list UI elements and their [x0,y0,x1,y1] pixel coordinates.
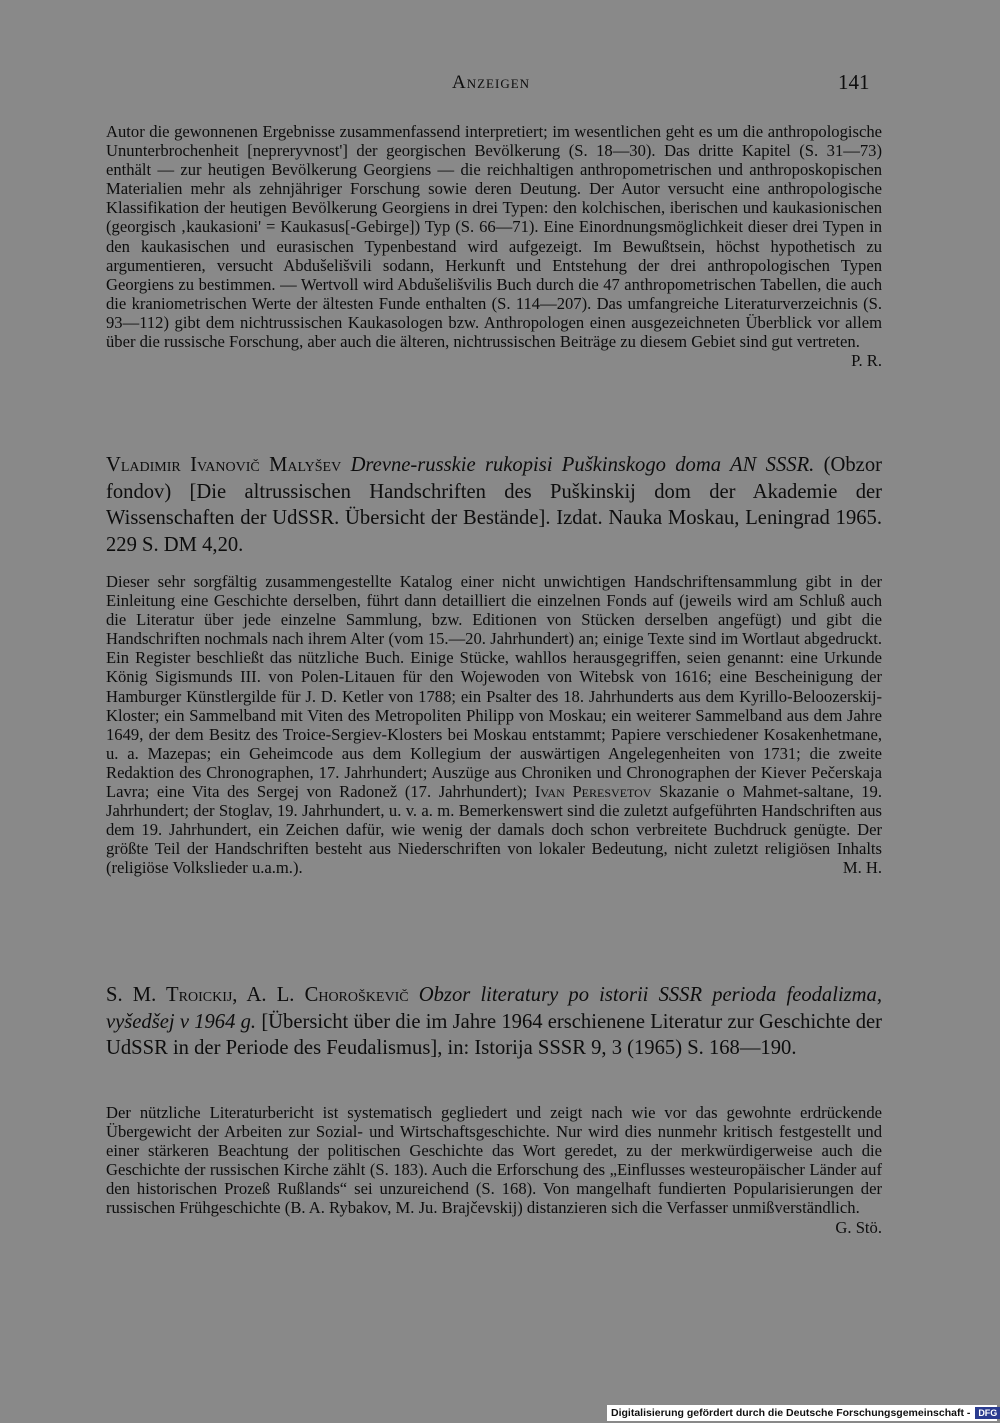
review-signature: G. Stö. [835,1217,882,1237]
review-text: Der nützliche Literaturbericht ist systematisch gegliedert und zeigt nach wie vor das gewohnte erdrückende Übergewicht der Arbeiten zur Sozial- und Wirtschaftsgeschichte. Nur wird dies nunmehr kritisch festgestellt und einer stärkeren Beachtung der politischen Geschichte das Wort geredet, zu der merkwürdigerweise auch die Geschichte der russischen Kirche zählt (S. 183). Auch die Erforschung des „Einflusses westeuropäischer Länder auf den historischen Prozeß Rußlands“ sei unzureichend (S. 168). Von mangelhaft fundierten Popularisierungen der russischen Frühgeschichte (B. A. Rybakov, M. Ju. Brajčevskij) distanzieren sich die Verfasser unmißverständlich. [106,1103,882,1218]
review-signature: P. R. [851,351,882,371]
continuation-paragraph [106,122,882,370]
page-number: 141 [838,70,870,94]
review-heading-2 [106,982,882,1062]
running-header [0,66,1000,96]
review-text-part: Dieser sehr sorgfältig zusammengestellte Katalog einer nicht unwichtigen Handschriftensammlung gibt in der Einleitung eine Geschichte derselben, führt dann detailliert die einzelnen Fonds auf (jeweils wird am Schluß auch die Literatur über jede einzelne Sammlung, bzw. Editionen von Stücken derselben angefügt) und gibt die Handschriften nochmals nach ihrem Alter (vom 15.—20. Jahrhundert) an; einige Texte sind im Wortlaut abgedruckt. Ein Register beschließt das nützliche Buch. Einige Stücke, wahllos herausgegriffen, seien genannt: eine Urkunde König Sigismunds III. von Polen-Litauen für den Wojewoden von Witebsk von 1616; eine Bescheinigung der Hamburger Künstlergilde für J. D. Ketler von 1788; ein Psalter des 18. Jahrhunderts aus dem Kyrillo-Beloozerskij-Kloster; ein Sammelband mit Viten des Metropoliten Philipp von Moskau; ein weiterer Sammelband aus dem Jahre 1649, der dem Besitz des Troice-Sergiev-Klosters bei Moskau entstammt; Papiere verschiedener Kosakenhetmane, u. a. Mazepas; ein Geheimcode aus dem Kollegium der auswärtigen Angelegenheiten von 1731; die zweite Redaktion des Chronographen, 17. Jahrhundert; Auszüge aus Chroniken und Chronographen der Kiever Pečerskaja Lavra; eine Vita des Sergej von Radonež (17. Jahrhundert); [106,572,882,802]
review-signature: M. H. [842,858,882,878]
dfg-logo: DFG [975,1407,1000,1419]
review-text-author: Ivan Peresvetov [534,782,652,802]
review-title: Drevne-russkie rukopisi Puškinskogo doma AN SSSR. [350,454,815,476]
review-bibliographic-details: (Obzor fondov) [Die altrussischen Handschriften des Puškinskij dom der Akademie der Wissenschaften der UdSSR. Übersicht der Bestände]. Izdat. Nauka Moskau, Leningrad 1965. 229 S. DM 4,20. [106,454,882,556]
running-title: Anzeigen [452,72,531,93]
review-text-part: Skazanie o Mahmet-saltane, 19. Jahrhundert; der Stoglav, 19. Jahrhundert, u. v. a. m. Bemerkenswert sind die zuletzt aufgeführten Handschriften aus dem 19. Jahrhundert, ein Zeichen dafür, wie wenig der damals doch schon verbreitete Buchdruck genügte. Der größte Teil der Handschriften besteht aus Niederschriften von lokaler Bedeutung, nicht zuletzt religiösen Inhalts (religiöse Volkslieder u.a.m.). [106,782,882,878]
review-body-2 [106,1103,882,1237]
footer-text: Digitalisierung gefördert durch die Deutsche Forschungsgemeinschaft - [611,1407,971,1419]
review-author: S. M. Troickij, A. L. Choroškevič [106,984,409,1006]
review-body-1 [106,572,882,878]
digitization-footer [607,1405,997,1421]
review-title: Obzor literatury po istorii SSSR perioda feodalizma, vyšedšej v 1964 g. [106,984,883,1033]
continuation-text: Autor die gewonnenen Ergebnisse zusammenfassend interpretiert; im wesentlichen geht es um die anthropologische Ununterbrochenheit [nepreryvnost'] der georgischen Bevölkerung (S. 18—30). Das dritte Kapitel (S. 31—73) enthält — zur heutigen Bevölkerung Georgiens — die reichhaltigen anthropometrischen und anthroposkopischen Materialien mehr als zehnjähriger Forschung sowie deren Deutung. Der Autor versucht eine anthropologische Klassifikation der heutigen Bevölkerung Georgiens in drei Typen: den kolchischen, iberischen und kaukasionischen (georgisch ‚kaukasioni' = Kaukasus[-Gebirge]) Typ (S. 66—71). Eine Einordnungsmöglichkeit dieser drei Typen in den kaukasischen und eurasischen Typenbestand wird aufgezeigt. Im Bewußtsein, höchst hypothetisch zu argumentieren, versucht Abdušelišvili sodann, Herkunft und Entstehung der drei anthropologischen Typen Georgiens zu bestimmen. — Wertvoll wird Abdušelišvilis Buch durch die 47 anthropometrischen Tabellen, die auch die kraniometrischen Werte der ältesten Funde enthalten (S. 114—207). Das umfangreiche Literaturverzeichnis (S. 93—112) gibt dem nichtrussischen Kaukasologen bzw. Anthropologen einen ausgezeichneten Überblick vor allem über die russische Forschung, aber auch die älteren, nichtrussischen Beiträge zu diesem Gebiet sind gut vertreten. [106,122,882,352]
review-heading-1 [106,452,882,558]
review-bibliographic-details: [Übersicht über die im Jahre 1964 erschienene Literatur zur Geschichte der UdSSR in der Periode des Feudalismus], in: Istorija SSSR 9, 3 (1965) S. 168—190. [106,1010,882,1059]
review-author: Vladimir Ivanovič Malyšev [106,454,342,476]
